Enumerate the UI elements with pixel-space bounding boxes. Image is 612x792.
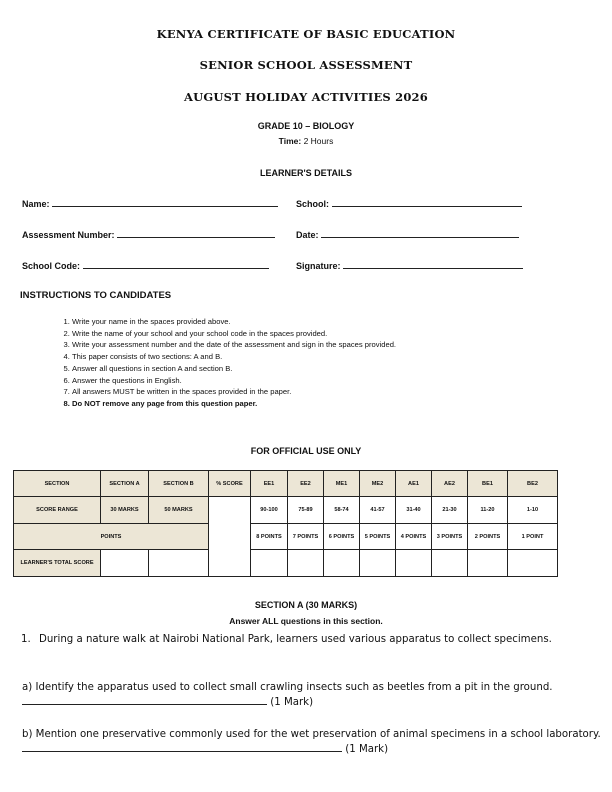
question-1-text: During a nature walk at Nairobi National Park, learners used various apparatus to collect specimens. bbox=[39, 634, 552, 645]
total-section-a-cell[interactable] bbox=[101, 550, 149, 577]
assessment-number-row bbox=[22, 228, 275, 240]
date-row bbox=[296, 228, 519, 240]
points-ae1: 4 POINTS bbox=[396, 524, 432, 550]
total-ee2-cell[interactable] bbox=[288, 550, 324, 577]
time-label: Time: bbox=[278, 136, 302, 146]
instruction-item: 1. Write your name in the spaces provided above. bbox=[72, 316, 396, 328]
score-range-ae2: 21-30 bbox=[432, 497, 468, 524]
points-be1: 2 POINTS bbox=[468, 524, 508, 550]
total-me2-cell[interactable] bbox=[360, 550, 396, 577]
header-me2: ME2 bbox=[360, 471, 396, 497]
signature-row bbox=[296, 259, 523, 271]
score-range-ee1: 90-100 bbox=[251, 497, 288, 524]
header-me1: ME1 bbox=[324, 471, 360, 497]
total-be2-cell[interactable] bbox=[508, 550, 558, 577]
name-field[interactable] bbox=[52, 197, 278, 207]
score-range-me2: 41-57 bbox=[360, 497, 396, 524]
header-ee1: EE1 bbox=[251, 471, 288, 497]
question-1a-marks: (1 Mark) bbox=[270, 697, 314, 708]
instruction-item: 4. This paper consists of two sections: A and B. bbox=[72, 351, 396, 363]
total-be1-cell[interactable] bbox=[468, 550, 508, 577]
school-row bbox=[296, 197, 522, 209]
points-ee1: 8 POINTS bbox=[251, 524, 288, 550]
score-range-ee2: 75-89 bbox=[288, 497, 324, 524]
school-label: School: bbox=[296, 199, 329, 209]
time-value: 2 Hours bbox=[301, 136, 334, 146]
header-section: SECTION bbox=[14, 471, 101, 497]
activity-title: AUGUST HOLIDAY ACTIVITIES 2026 bbox=[184, 90, 428, 104]
learner-details-heading: LEARNER'S DETAILS bbox=[260, 168, 352, 178]
date-field[interactable] bbox=[321, 228, 519, 238]
school-field[interactable] bbox=[332, 197, 522, 207]
header-section-b: SECTION B bbox=[149, 471, 209, 497]
instruction-item: 6. Answer the questions in English. bbox=[72, 375, 396, 387]
score-range-section-a: 30 MARKS bbox=[101, 497, 149, 524]
official-use-title: FOR OFFICIAL USE ONLY bbox=[250, 446, 362, 456]
score-range-me1: 58-74 bbox=[324, 497, 360, 524]
instruction-item: 2. Write the name of your school and your school code in the spaces provided. bbox=[72, 328, 396, 340]
total-ae2-cell[interactable] bbox=[432, 550, 468, 577]
header-ee2: EE2 bbox=[288, 471, 324, 497]
header-ae1: AE1 bbox=[396, 471, 432, 497]
official-score-table bbox=[13, 470, 558, 577]
instructions-title: INSTRUCTIONS TO CANDIDATES bbox=[20, 290, 172, 301]
header-section-a: SECTION A bbox=[101, 471, 149, 497]
question-1b bbox=[22, 727, 604, 757]
date-label: Date: bbox=[296, 230, 319, 240]
question-1b-answer-line[interactable] bbox=[22, 742, 342, 752]
question-1b-text: b) Mention one preservative commonly used for the wet preservation of animal specimens in a school laboratory. bbox=[22, 729, 601, 740]
percent-score-cell[interactable] bbox=[209, 497, 251, 577]
points-me1: 6 POINTS bbox=[324, 524, 360, 550]
instruction-item: 5. Answer all questions in section A and section B. bbox=[72, 363, 396, 375]
header-ae2: AE2 bbox=[432, 471, 468, 497]
question-1a-answer-line[interactable] bbox=[22, 695, 267, 705]
points-ae2: 3 POINTS bbox=[432, 524, 468, 550]
points-label: POINTS bbox=[14, 524, 209, 550]
exam-body-title: KENYA CERTIFICATE OF BASIC EDUCATION bbox=[156, 27, 456, 41]
signature-label: Signature: bbox=[296, 261, 341, 271]
points-be2: 1 POINT bbox=[508, 524, 558, 550]
score-range-section-b: 50 MARKS bbox=[149, 497, 209, 524]
points-ee2: 7 POINTS bbox=[288, 524, 324, 550]
points-me2: 5 POINTS bbox=[360, 524, 396, 550]
name-row bbox=[22, 197, 278, 209]
question-1-number: 1. bbox=[21, 634, 31, 645]
assessment-number-field[interactable] bbox=[117, 228, 275, 238]
score-range-ae1: 31-40 bbox=[396, 497, 432, 524]
time-allowed bbox=[0, 136, 612, 146]
section-a-title: SECTION A (30 MARKS) bbox=[254, 600, 358, 610]
signature-field[interactable] bbox=[343, 259, 523, 269]
school-code-row bbox=[22, 259, 269, 271]
instruction-item: 3. Write your assessment number and the date of the assessment and sign in the spaces provided. bbox=[72, 339, 396, 351]
total-score-label: LEARNER'S TOTAL SCORE bbox=[14, 550, 101, 577]
score-range-be2: 1-10 bbox=[508, 497, 558, 524]
header-be1: BE1 bbox=[468, 471, 508, 497]
score-range-label: SCORE RANGE bbox=[14, 497, 101, 524]
assessment-title: SENIOR SCHOOL ASSESSMENT bbox=[199, 58, 413, 72]
header-percent-score: % SCORE bbox=[209, 471, 251, 497]
school-code-label: School Code: bbox=[22, 261, 80, 271]
assessment-number-label: Assessment Number: bbox=[22, 230, 115, 240]
instruction-item: 8. Do NOT remove any page from this question paper. bbox=[72, 398, 396, 410]
question-1a-text: a) Identify the apparatus used to collect small crawling insects such as beetles from a pit in the ground. bbox=[22, 682, 553, 693]
total-ee1-cell[interactable] bbox=[251, 550, 288, 577]
header-be2: BE2 bbox=[508, 471, 558, 497]
question-1b-marks: (1 Mark) bbox=[345, 744, 389, 755]
instruction-item: 7. All answers MUST be written in the spaces provided in the paper. bbox=[72, 386, 396, 398]
total-me1-cell[interactable] bbox=[324, 550, 360, 577]
section-a-instruction: Answer ALL questions in this section. bbox=[229, 616, 383, 626]
name-label: Name: bbox=[22, 199, 50, 209]
score-range-be1: 11-20 bbox=[468, 497, 508, 524]
instructions-list bbox=[54, 316, 396, 410]
grade-subject: GRADE 10 – BIOLOGY bbox=[257, 121, 355, 131]
question-1a bbox=[22, 680, 597, 710]
total-section-b-cell[interactable] bbox=[149, 550, 209, 577]
total-ae1-cell[interactable] bbox=[396, 550, 432, 577]
school-code-field[interactable] bbox=[83, 259, 269, 269]
